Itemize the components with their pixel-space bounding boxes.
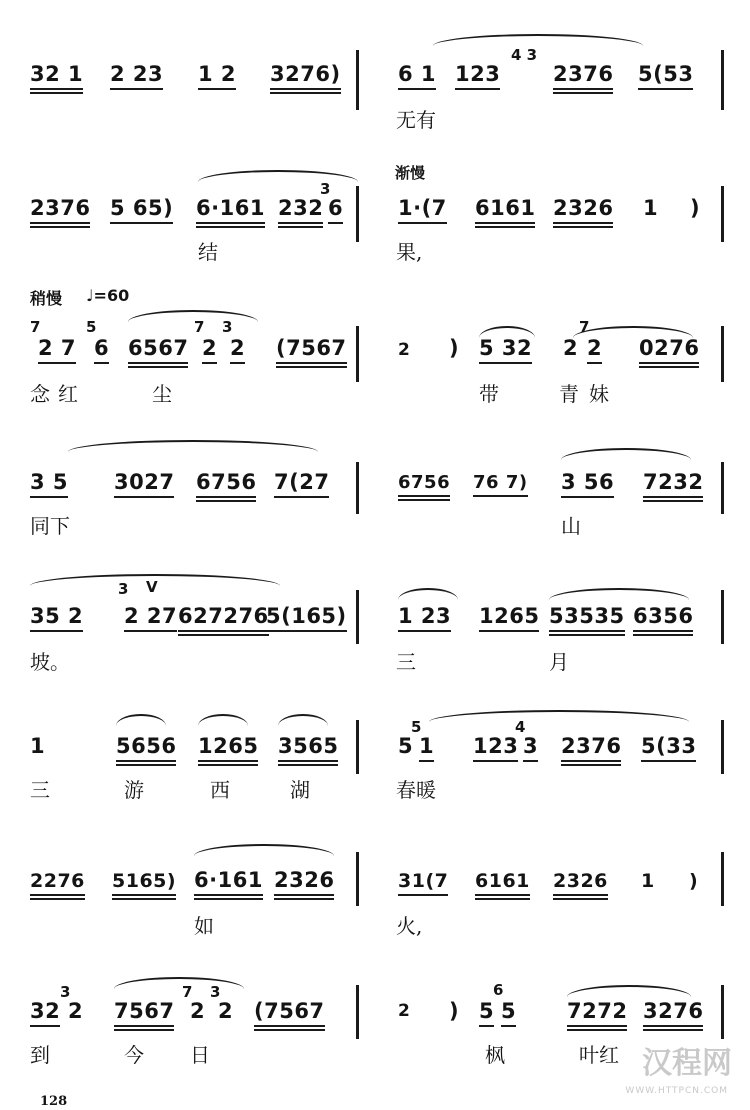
note-group: 7(27 — [274, 470, 329, 494]
barline — [356, 590, 359, 644]
lyric: 西 — [210, 778, 230, 802]
system-3-right — [393, 290, 723, 420]
slur-mark — [549, 588, 689, 600]
system-5-left — [28, 560, 358, 690]
score-system-3 — [0, 286, 750, 420]
note-group: 7567 — [114, 999, 174, 1023]
grace-note-mark: 7 — [579, 318, 590, 336]
grace-note-mark: 4 3 — [511, 46, 538, 64]
note-group: 6 — [328, 196, 343, 220]
lyric: 月 — [549, 650, 569, 674]
metronome-marking: ♩=60 — [86, 286, 130, 305]
lyric: 三 — [30, 778, 50, 802]
slur-mark — [278, 714, 328, 726]
grace-note-mark: 7 — [30, 318, 41, 336]
watermark-url: WWW.HTTPCN.COM — [625, 1086, 728, 1096]
slur-mark — [398, 588, 458, 600]
slur-mark — [198, 714, 248, 726]
note-group: 3565 — [278, 734, 338, 758]
slur-mark — [567, 985, 691, 997]
note-group: 5 — [398, 734, 414, 758]
system-4-left — [28, 430, 358, 560]
grace-note-mark: 3 — [60, 983, 71, 1001]
note-group: 5656 — [116, 734, 176, 758]
note-group: 1 23 — [398, 604, 451, 628]
system-8-left — [28, 955, 358, 1085]
note-group: 5(165) — [266, 604, 347, 628]
note-group: 7232 — [643, 470, 703, 494]
note-group: 6·161 — [194, 868, 263, 892]
note-group: 1 2 — [198, 62, 236, 86]
score-system-4 — [0, 430, 750, 560]
lyric: 念红 — [30, 382, 86, 406]
grace-note-mark: 3 — [118, 580, 129, 598]
note-group: 6 1 — [398, 62, 436, 86]
note-group: 6161 — [475, 870, 530, 892]
note-group: 3276 — [643, 999, 703, 1023]
note-group: 2 — [202, 336, 217, 360]
note-group: 6·161 — [196, 196, 265, 220]
barline — [721, 50, 724, 110]
lyric: 到 — [30, 1043, 50, 1067]
page-number: 128 — [40, 1094, 68, 1109]
note-group: 2326 — [553, 870, 608, 892]
slur-mark — [68, 440, 318, 452]
note-group: 2 27 — [124, 604, 177, 628]
note-group: 2 23 — [110, 62, 163, 86]
note-group: (7567 — [254, 999, 325, 1023]
barline — [356, 720, 359, 774]
note-group: 232 — [278, 196, 323, 220]
note-group: 2276 — [30, 870, 85, 892]
note-group: 5 65) — [110, 196, 173, 220]
note-group: 0276 — [639, 336, 699, 360]
barline — [356, 186, 359, 242]
grace-note-mark: 7 — [182, 983, 193, 1001]
lyric: 日 — [190, 1043, 210, 1067]
grace-note-mark: 3 — [222, 318, 233, 336]
note-group: 2326 — [553, 196, 613, 220]
note-group: 3027 — [114, 470, 174, 494]
lyric: 同下 — [30, 514, 70, 538]
note-group: 5 32 — [479, 336, 532, 360]
barline — [721, 985, 724, 1039]
system-1-right — [393, 40, 723, 170]
lyric: 尘 — [152, 382, 172, 406]
slur-mark — [198, 170, 358, 182]
grace-note-mark: 5 — [86, 318, 97, 336]
system-7-right — [393, 820, 723, 950]
lyric: 青妹 — [559, 382, 619, 406]
note-group: 1 — [419, 734, 434, 758]
barline — [356, 50, 359, 110]
lyric: 湖 — [290, 778, 310, 802]
system-7-left — [28, 820, 358, 950]
system-6-left — [28, 690, 358, 820]
barline — [721, 462, 724, 514]
note-group: 2 — [563, 336, 579, 360]
lyric: 山 — [561, 514, 581, 538]
barline — [721, 186, 724, 242]
grace-note-mark: 6 — [493, 981, 504, 999]
tempo-marking: 渐慢 — [395, 164, 426, 182]
lyric: 带 — [479, 382, 499, 406]
note-group: ) — [689, 870, 699, 892]
score-system-8 — [0, 955, 750, 1085]
system-3-left — [28, 286, 358, 420]
note-group: 6356 — [633, 604, 693, 628]
slur-mark — [561, 448, 691, 460]
grace-note-mark: 4 — [515, 718, 526, 736]
note-group: 5 — [479, 999, 494, 1023]
score-system-2 — [0, 164, 750, 300]
note-group: 35 2 — [30, 604, 83, 628]
note-group: 627276 — [178, 604, 269, 628]
note-group: 1265 — [198, 734, 258, 758]
note-group: 2 7 — [38, 336, 76, 360]
score-system-6 — [0, 690, 750, 820]
note-group: 1 — [30, 734, 46, 758]
note-group: 2376 — [30, 196, 90, 220]
note-group: 1·(7 — [398, 196, 447, 220]
slur-mark — [116, 714, 166, 726]
note-group: 5(33 — [641, 734, 696, 758]
barline — [356, 852, 359, 906]
lyric: 游 — [124, 778, 144, 802]
system-6-right — [393, 690, 723, 820]
score-system-7 — [0, 820, 750, 950]
note-group: 1 — [643, 196, 659, 220]
lyric: 无有 — [396, 108, 436, 132]
note-group: 31(7 — [398, 870, 448, 892]
note-group: 3 56 — [561, 470, 614, 494]
grace-note-mark: 7 — [194, 318, 205, 336]
slur-mark — [128, 310, 258, 322]
lyric: 坡。 — [30, 650, 70, 674]
note-group: 123 — [473, 734, 518, 758]
note-group: 2326 — [274, 868, 334, 892]
barline — [721, 852, 724, 906]
note-group: 2 — [230, 336, 245, 360]
system-2-left — [28, 170, 358, 300]
note-group: ) — [449, 999, 460, 1023]
barline — [356, 462, 359, 514]
system-2-right — [393, 164, 723, 300]
lyric: 三 — [396, 650, 416, 674]
lyric: 如 — [194, 914, 214, 938]
note-group: 32 — [30, 999, 60, 1023]
lyric: 枫 — [485, 1043, 505, 1067]
note-group: 1 — [641, 870, 655, 892]
system-4-right — [393, 430, 723, 560]
slur-mark — [433, 34, 643, 46]
slur-mark — [194, 844, 334, 856]
note-group: 3 — [523, 734, 538, 758]
barline — [721, 720, 724, 774]
note-group: 6 — [94, 336, 109, 360]
note-group: 6161 — [475, 196, 535, 220]
lyric: 春暖 — [396, 778, 436, 802]
note-group: 1265 — [479, 604, 539, 628]
breath-mark: V — [146, 578, 158, 596]
lyric: 叶红 — [579, 1043, 619, 1067]
lyric: 今 — [124, 1043, 144, 1067]
slur-mark — [429, 710, 689, 722]
note-group: 6756 — [398, 472, 450, 493]
note-group: 76 7) — [473, 472, 528, 493]
note-group: ) — [449, 336, 460, 360]
barline — [721, 590, 724, 644]
lyric: 结 — [198, 240, 218, 264]
note-group: 3276) — [270, 62, 341, 86]
grace-note-mark: 3 — [320, 180, 331, 198]
note-group: 2 — [218, 999, 234, 1023]
watermark-logo: 汉程网 — [642, 1046, 732, 1081]
note-group: 7272 — [567, 999, 627, 1023]
note-group: 2 — [398, 1001, 411, 1021]
barline — [356, 985, 359, 1039]
note-group: 2 — [587, 336, 602, 360]
note-group: 6567 — [128, 336, 188, 360]
note-group: 2376 — [561, 734, 621, 758]
note-group: 3 5 — [30, 470, 68, 494]
note-group: 53535 — [549, 604, 625, 628]
lyric: 果, — [396, 240, 423, 264]
lyric: 火, — [396, 914, 423, 938]
note-group: 2 — [190, 999, 206, 1023]
score-system-5 — [0, 560, 750, 690]
barline — [721, 326, 724, 382]
score-system-1 — [0, 40, 750, 170]
note-group: 6756 — [196, 470, 256, 494]
note-group: 32 1 — [30, 62, 83, 86]
note-group: 123 — [455, 62, 500, 86]
note-group: ) — [690, 196, 701, 220]
grace-note-mark: 5 — [411, 718, 422, 736]
note-group: (7567 — [276, 336, 347, 360]
tempo-marking: 稍慢 — [30, 289, 63, 308]
grace-note-mark: 3 — [210, 983, 221, 1001]
note-group: 5165) — [112, 870, 176, 892]
slur-mark — [114, 977, 244, 989]
note-group: 2 — [398, 340, 411, 360]
system-5-right — [393, 560, 723, 690]
barline — [356, 326, 359, 382]
system-1-left — [28, 40, 358, 170]
note-group: 5 — [501, 999, 516, 1023]
note-group: 5(53 — [638, 62, 693, 86]
note-group: 2 — [68, 999, 84, 1023]
note-group: 2376 — [553, 62, 613, 86]
